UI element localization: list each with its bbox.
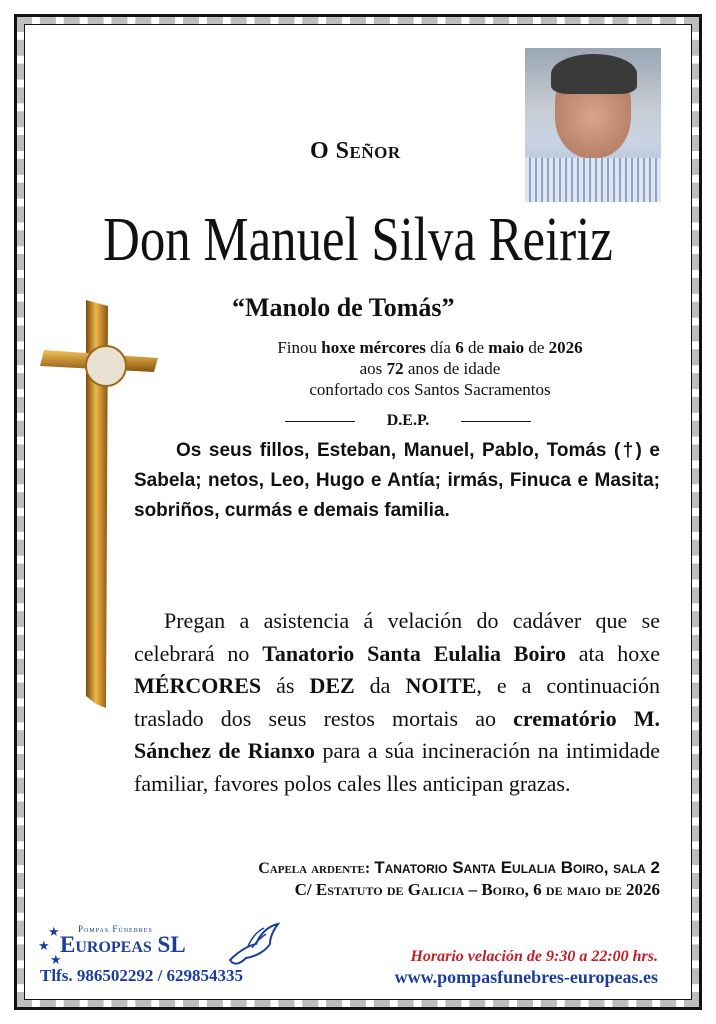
dove-icon <box>226 920 282 970</box>
star-icon: ★ <box>50 952 62 967</box>
phone-numbers: Tlfs. 986502292 / 629854335 <box>40 966 244 985</box>
death-date-line: Finou hoxe mércores día 6 de maio de 2026 <box>277 338 583 357</box>
ceremony-paragraph: Pregan a asistencia á velación do cadáver que se celebrará no Tanatorio Santa Eulalia Boiro ata hoxe MÉRCORES ás DEZ da NOITE, e a continuación traslado dos seus restos mortais ao crematório M. Sánchez de Rianxo para a súa incineración na intimidade familiar, favores polos cales lles anticipan grazas. <box>134 608 660 796</box>
family-paragraph: Os seus fillos, Esteban, Manuel, Pablo, Tomás (†) e Sabela; netos, Leo, Hugo e Antía; irmás, Finuca e Masita; sobriños, curmás e demais familia. <box>134 440 660 521</box>
deceased-name: Don Manuel Silva Reiriz <box>103 206 613 274</box>
title-small: O Señor <box>310 138 401 164</box>
address-line: C/ Estatuto de Galicia – Boiro, 6 de maio de 2026 <box>294 880 660 899</box>
logo-small-text: Pompas Fúnebres <box>78 924 153 934</box>
sacraments-line: confortado cos Santos Sacramentos <box>309 380 551 399</box>
age-line: aos 72 anos de idade <box>359 359 501 378</box>
website-link[interactable]: www.pompasfunebres-europeas.es <box>394 967 658 987</box>
star-icon: ★ <box>38 938 50 953</box>
chapel-line: Capela ardente: Tanatorio Santa Eulalia Boiro, sala 2 <box>258 858 660 877</box>
logo-brand: Europeas SL <box>60 932 186 957</box>
dep-label: D.E.P. <box>285 412 531 430</box>
velation-hours: Horario velación de 9:30 a 22:00 hrs. <box>410 948 658 965</box>
nickname: “Manolo de Tomás” <box>232 293 455 322</box>
portrait-photo <box>525 48 661 202</box>
star-icon: ★ <box>48 924 60 939</box>
